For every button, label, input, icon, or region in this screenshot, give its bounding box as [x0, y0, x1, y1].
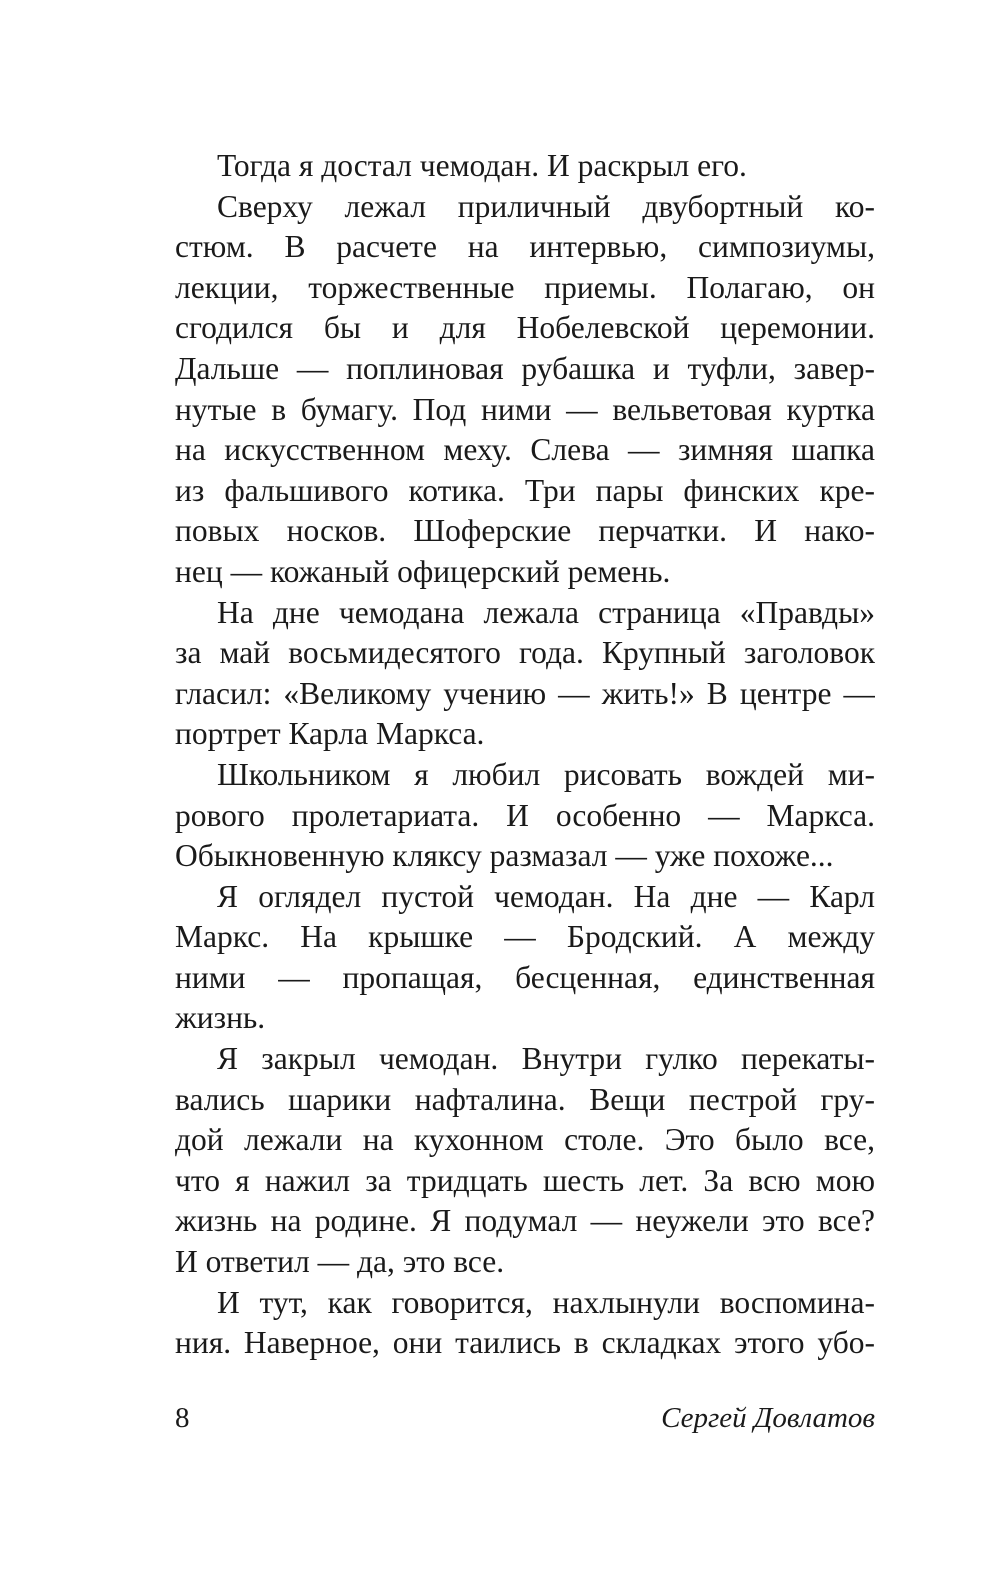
text-line: гласил: «Великому учению — жить!» В центре — — [175, 675, 875, 711]
text-line: дой лежали на кухонном столе. Это было все, — [175, 1122, 875, 1158]
text-line: Маркс. На крышке — Бродский. А между — [175, 919, 875, 955]
text-line: жизнь. — [175, 1000, 266, 1036]
text-line: рового пролетариата. И особенно — Маркса. — [175, 797, 875, 833]
text-line: повых носков. Шоферские перчатки. И нако- — [175, 513, 875, 549]
text-line: И ответил — да, это все. — [175, 1244, 505, 1280]
text-line: нец — кожаный офицерский ремень. — [175, 553, 671, 589]
text-line: вались шарики нафталина. Вещи пестрой гру- — [175, 1081, 875, 1117]
running-title: Сергей Довлатов — [661, 1402, 875, 1434]
text-line: из фальшивого котика. Три пары финских кре- — [175, 472, 875, 508]
text-line: на искусственном меху. Слева — зимняя шапка — [175, 432, 875, 468]
text-line: На дне чемодана лежала страница «Правды» — [217, 594, 875, 630]
text-line: Я закрыл чемодан. Внутри гулко перекаты- — [217, 1041, 875, 1077]
text-line: Дальше — поплиновая рубашка и туфли, завер- — [175, 350, 875, 386]
text-line: за май восьмидесятого года. Крупный заголовок — [175, 635, 875, 671]
text-line: Школьником я любил рисовать вождей ми- — [217, 756, 875, 792]
text-line: что я нажил за тридцать шесть лет. За всю мою — [175, 1162, 875, 1198]
text-line: Обыкновенную кляксу размазал — уже похоже... — [175, 838, 834, 874]
page-number: 8 — [175, 1402, 190, 1434]
text-line: стюм. В расчете на интервью, симпозиумы, — [175, 229, 875, 265]
text-line: Сверху лежал приличный двубортный ко- — [217, 188, 875, 224]
text-line: Я оглядел пустой чемодан. На дне — Карл — [217, 878, 875, 914]
text-line: Тогда я достал чемодан. И раскрыл его. — [217, 148, 747, 183]
text-line: жизнь на родине. Я подумал — неужели это все? — [175, 1203, 875, 1239]
page-text — [175, 146, 875, 1364]
text-line: ними — пропащая, бесценная, единственная — [175, 959, 875, 995]
page-footer — [175, 1398, 875, 1438]
text-line: сгодился бы и для Нобелевской церемонии. — [175, 310, 875, 346]
text-line: портрет Карла Маркса. — [175, 716, 485, 752]
text-line: лекции, торжественные приемы. Полагаю, он — [175, 269, 875, 305]
text-line: И тут, как говорится, нахлынули воспомина- — [217, 1284, 875, 1320]
text-line: нутые в бумагу. Под ними — вельветовая куртка — [175, 391, 875, 427]
text-line: ния. Наверное, они таились в складках этого убо- — [175, 1325, 875, 1361]
